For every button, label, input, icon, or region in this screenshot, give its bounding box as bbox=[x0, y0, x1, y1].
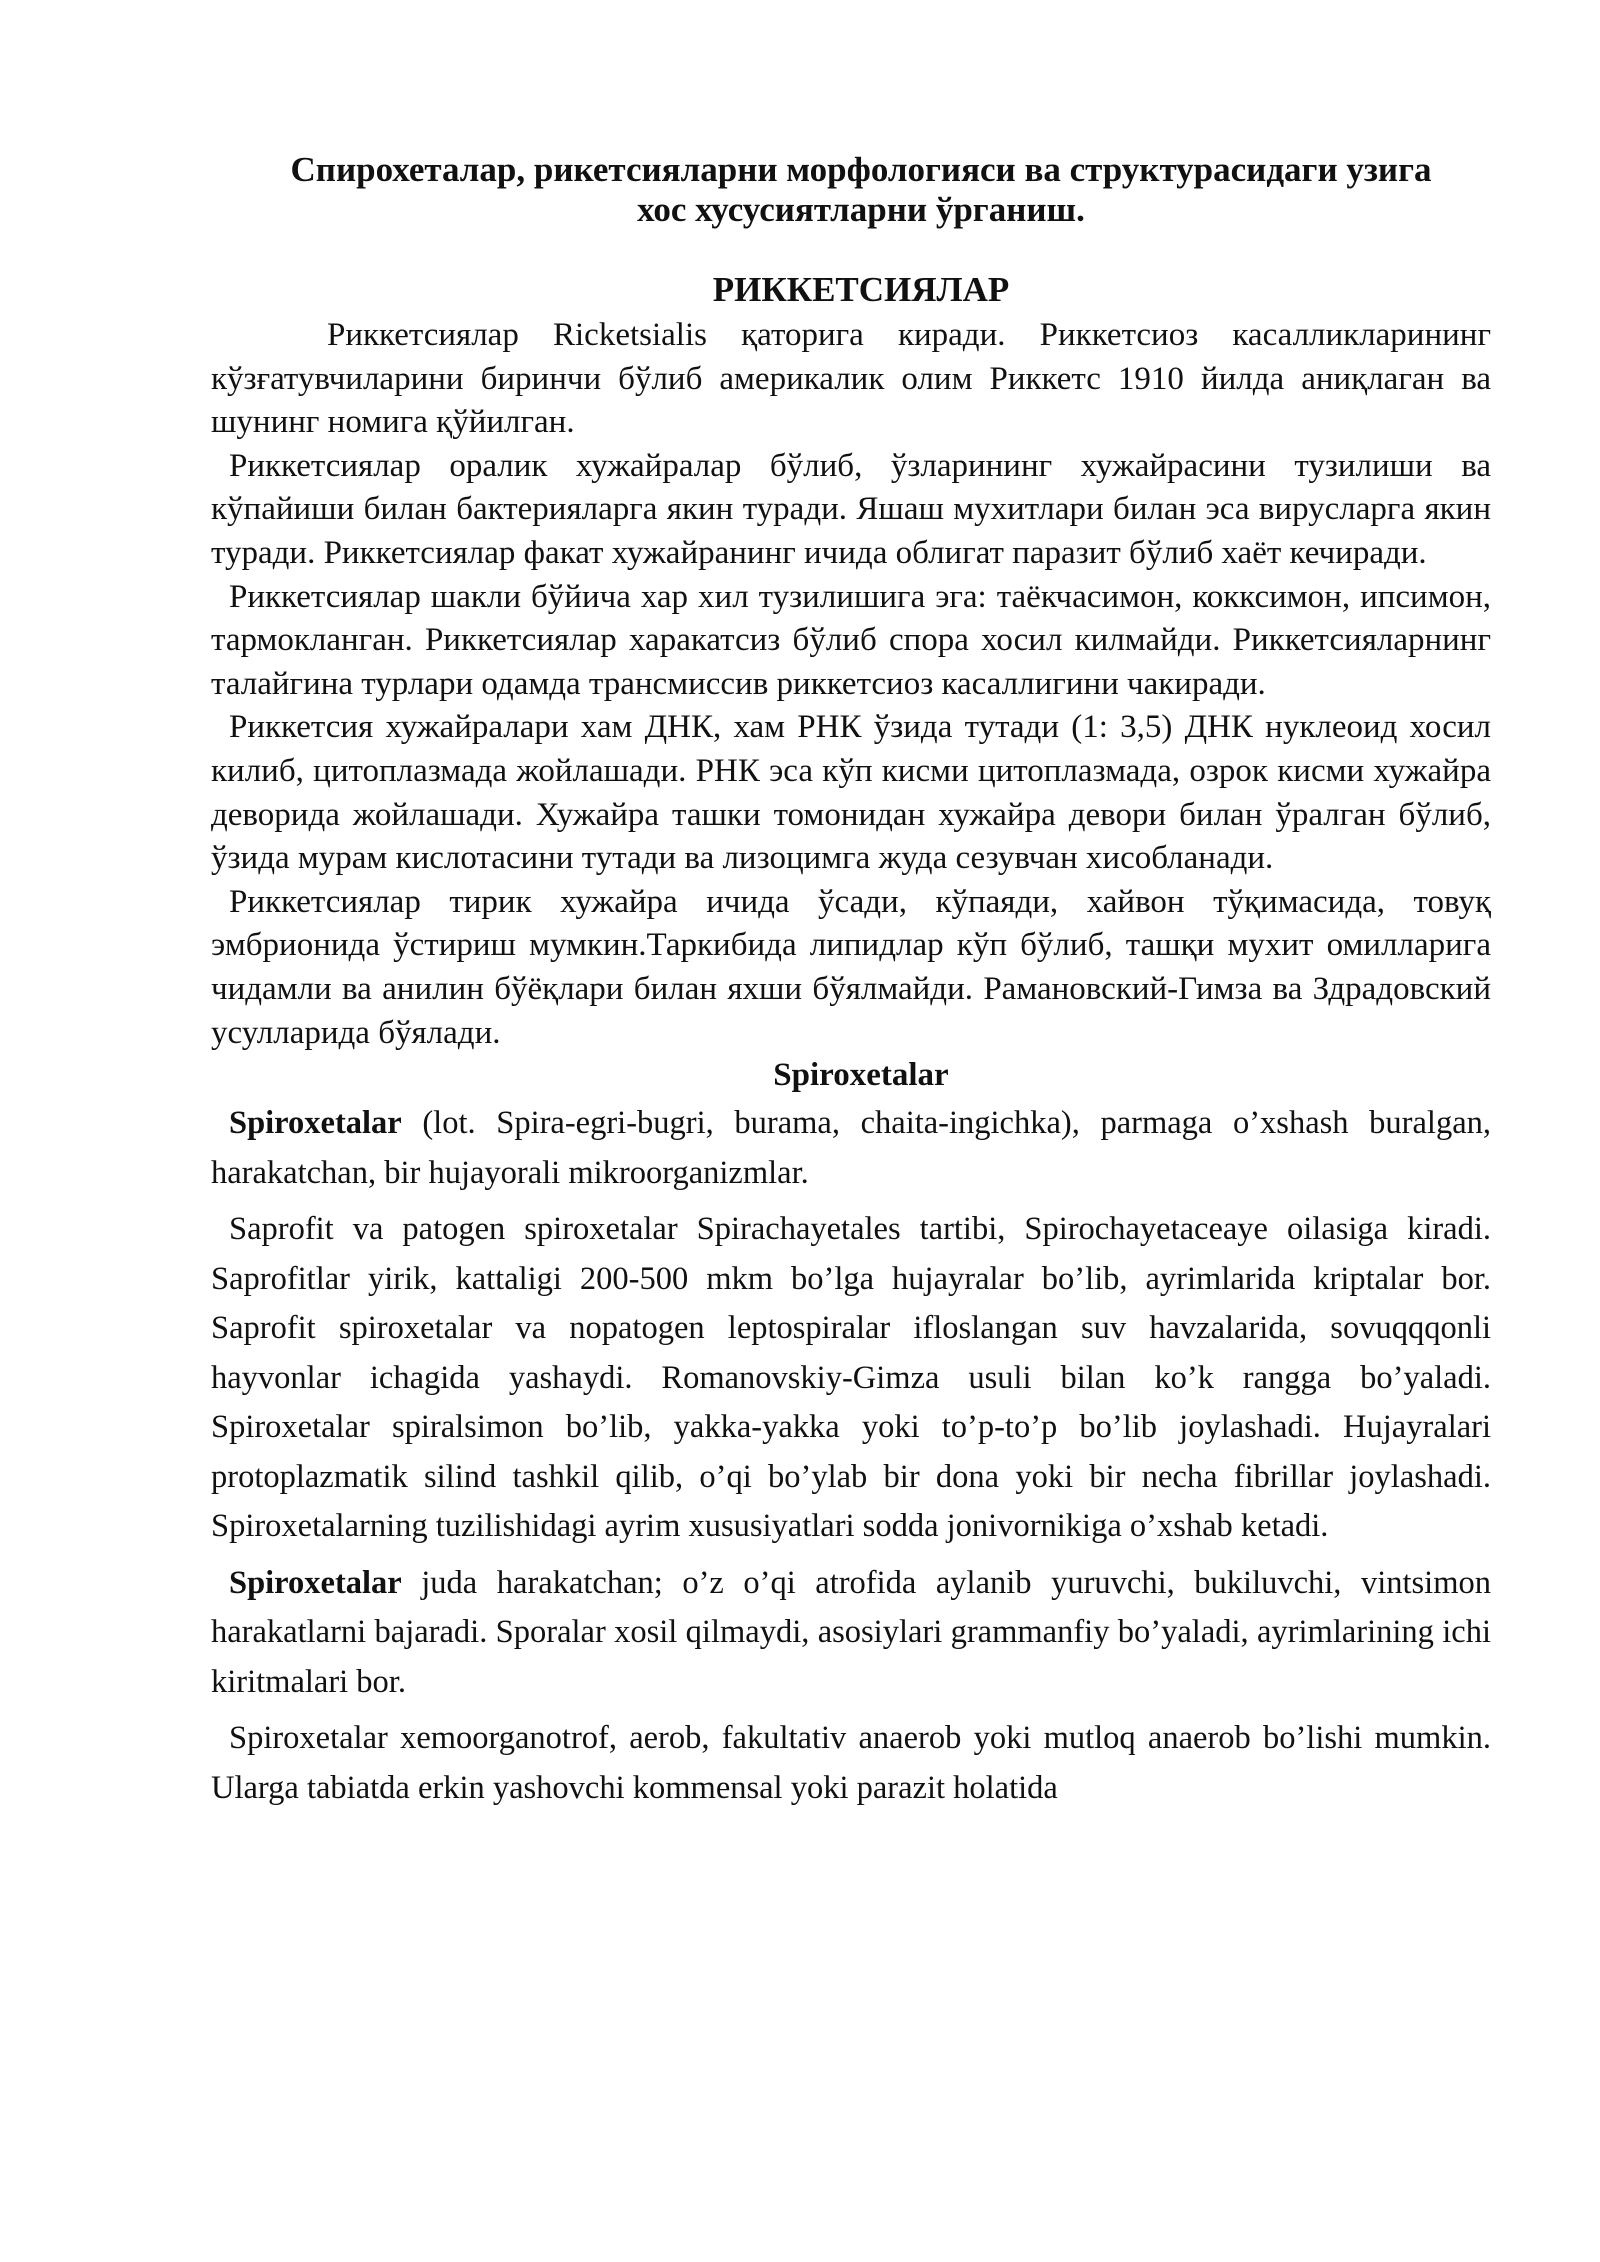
rickettsia-paragraph-1-line-1: Риккетсиялар Ricketsialis қаторига киради. Риккетсиоз касалликларининг bbox=[327, 317, 1491, 353]
section-heading-spiroxetalar: Spiroxetalar bbox=[773, 1057, 949, 1094]
rickettsia-paragraph-5: Риккетсиялар тирик хужайра ичида ўсади, кўпаяди, хайвон тўқимасида, товуқ эмбрионида ўстириш мумкин.Таркибида липидлар кўп бўлиб, ташқи мухит омилларига чидамли ва анилин бўёқлари билан яхши бўялмайди. Рамановский-Гимза ва Здрадовский усулларида бўялади. bbox=[211, 883, 1491, 1051]
document-title bbox=[211, 150, 1491, 230]
rickettsia-paragraph-4: Риккетсия хужайралари хам ДНК, хам РНК ўзида тутади (1: 3,5) ДНК нуклеоид хосил килиб, цитоплазмада жойлашади. РНК эса кўп кисми цитоплазмада, озрок кисми хужайра деворида жойлашади. Хужайра ташки томонидан хужайра девори билан ўралган бўлиб, ўзида мурам кислотасини тутади ва лизоцимга жуда сезувчан хисобланади. bbox=[211, 709, 1491, 877]
spiroxetalar-paragraph-2: Saprofit va patogen spiroxetalar Spirachayetales tartibi, Spirochayetaceaye oilasiga kiradi. Saprofitlar yirik, kattaligi 200-500 mkm bo’lga hujayralar bo’lib, ayrimlarida kriptalar bor. Saprofit spiroxetalar va nopatogen leptospiralar ifloslangan suv havzalarida, sovuqqqonli hayvonlar ichagida yashaydi. Romanovskiy-Gimza usuli bilan ko’k rangga bo’yaladi. Spiroxetalar spiralsimon bo’lib, yakka-yakka yoki to’p-to’p bo’lib joylashadi. Hujayralari protoplazmatik silind tashkil qilib, o’qi bo’ylab bir dona yoki bir necha fibrillar joylashadi. Spiroxetalarning tuzilishidagi ayrim xususiyatlari sodda jonivornikiga o’xshab ketadi. bbox=[211, 1211, 1491, 1545]
rickettsia-paragraph-2: Риккетсиялар оралик хужайралар бўлиб, ўзларининг хужайрасини тузилиши ва кўпайиши билан бактерияларга якин туради. Яшаш мухитлари билан эса вирусларга якин туради. Риккетсиялар факат хужайранинг ичида облигат паразит бўлиб хаёт кечиради. bbox=[211, 447, 1491, 571]
section-heading-rickettsia: РИККЕТСИЯЛАР bbox=[712, 270, 1010, 309]
document-page bbox=[211, 150, 1491, 1820]
spiroxetalar-paragraph-1-text: (lot. Spira-egri-bugri, burama, chaita-ingichka), parmaga o’xshash buralgan, harakatchan, bir hujayorali mikroorganizmlar. bbox=[211, 1105, 1491, 1191]
spiroxetalar-paragraph-4: Spiroxetalar xemoorganotrof, aerob, fakultativ anaerob yoki mutloq anaerob bo’lishi mumkin. Ularga tabiatda erkin yashovchi kommensal yoki parazit holatida bbox=[211, 1720, 1491, 1806]
spiroxetalar-paragraph-3-text: juda harakatchan; o’z o’qi atrofida aylanib yuruvchi, bukiluvchi, vintsimon harakatlarni bajaradi. Sporalar xosil qilmaydi, asosiylari grammanfiy bo’yaladi, ayrimlarining ichi kiritmalari bor. bbox=[211, 1564, 1491, 1700]
title-line-2: хос хусусиятларни ўрганиш. bbox=[637, 190, 1085, 229]
spiroxetalar-paragraph-3-term: Spiroxetalar bbox=[229, 1564, 402, 1601]
spiroxetalar-paragraph-3 bbox=[211, 1559, 1491, 1708]
title-line-1: Спирохеталар, рикетсияларни морфологияси ва структурасидаги узига bbox=[290, 150, 1432, 189]
rickettsia-paragraph-3: Риккетсиялар шакли бўйича хар хил тузилишига эга: таёкчасимон, кокксимон, ипсимон, тармокланган. Риккетсиялар харакатсиз бўлиб спора хосил килмайди. Риккетсияларнинг талайгина турлари одамда трансмиссив риккетсиоз касаллигини чакиради. bbox=[211, 578, 1491, 702]
spiroxetalar-paragraph-1-term: Spiroxetalar bbox=[229, 1105, 402, 1142]
rickettsia-paragraph-1-rest: кўзғатувчиларини биринчи бўлиб америкалик олим Риккетс 1910 йилда аниқлаган ва шунинг номига қўйилган. bbox=[211, 360, 1491, 441]
spiroxetalar-paragraph-1 bbox=[211, 1099, 1491, 1198]
